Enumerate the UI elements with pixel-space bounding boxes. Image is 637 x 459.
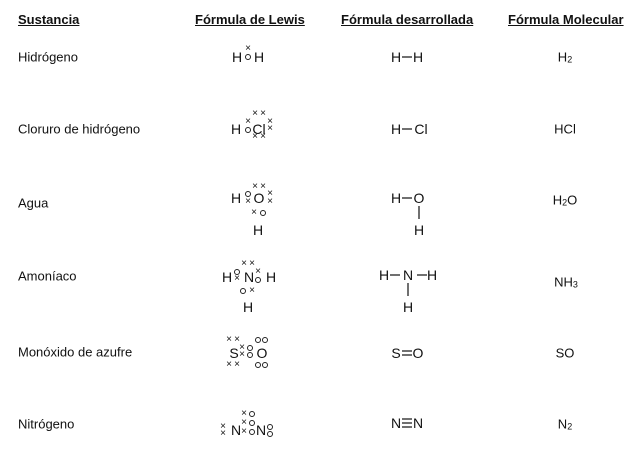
atom: H <box>378 267 390 283</box>
molecular-formula <box>554 275 578 290</box>
formula-base: H <box>557 49 568 65</box>
header-molecular: Fórmula Molecular <box>508 12 624 27</box>
formula-base: HCl <box>554 121 576 137</box>
atom: N <box>243 269 255 285</box>
formula-base: NH <box>554 274 573 290</box>
atom: H <box>252 222 264 238</box>
atom: H <box>265 269 277 285</box>
molecular-formula <box>553 193 578 208</box>
atom: H <box>253 49 265 65</box>
atom: S <box>391 345 401 361</box>
atom: O <box>253 190 265 206</box>
atom: O <box>256 345 268 361</box>
formula-subscript: 2 <box>562 197 568 208</box>
formula-subscript: 3 <box>572 279 578 290</box>
atom: O <box>412 345 424 361</box>
substance-name: Nitrógeno <box>18 416 75 432</box>
atom: H <box>231 49 243 65</box>
substance-name: Cloruro de hidrógeno <box>18 121 141 137</box>
formula-base: N <box>557 416 568 432</box>
atom: N <box>402 267 414 283</box>
atom: Cl <box>252 121 266 137</box>
atom: H <box>402 299 414 315</box>
atom: H <box>412 49 424 65</box>
atom: H <box>230 121 242 137</box>
formula-subscript: 2 <box>567 421 573 432</box>
atom: H <box>390 49 402 65</box>
formula-tail: O <box>567 192 578 208</box>
header-lewis: Fórmula de Lewis <box>195 12 305 27</box>
substance-name: Hidrógeno <box>18 49 78 65</box>
atom: H <box>390 190 402 206</box>
formula-base: H <box>552 192 563 208</box>
atom: H <box>242 299 254 315</box>
atom: O <box>413 190 425 206</box>
header-substance: Sustancia <box>18 12 80 27</box>
header-developed: Fórmula desarrollada <box>341 12 474 27</box>
atom: H <box>413 222 425 238</box>
atom: H <box>221 269 233 285</box>
formula-base: SO <box>555 345 575 361</box>
atom: N <box>230 422 242 438</box>
atom: S <box>229 345 239 361</box>
atom: H <box>390 121 402 137</box>
atom: N <box>255 422 267 438</box>
atom: N <box>412 415 424 431</box>
atom: Cl <box>414 121 428 137</box>
molecular-formula <box>554 122 576 137</box>
molecular-formula <box>558 417 572 432</box>
substance-name: Amoníaco <box>18 268 77 284</box>
substance-name: Agua <box>18 195 49 211</box>
formula-subscript: 2 <box>567 54 573 65</box>
molecular-formula <box>558 50 572 65</box>
substance-name: Monóxido de azufre <box>18 344 133 360</box>
molecular-formula <box>556 346 575 361</box>
atom: H <box>230 190 242 206</box>
atom: H <box>426 267 438 283</box>
atom: N <box>390 415 402 431</box>
